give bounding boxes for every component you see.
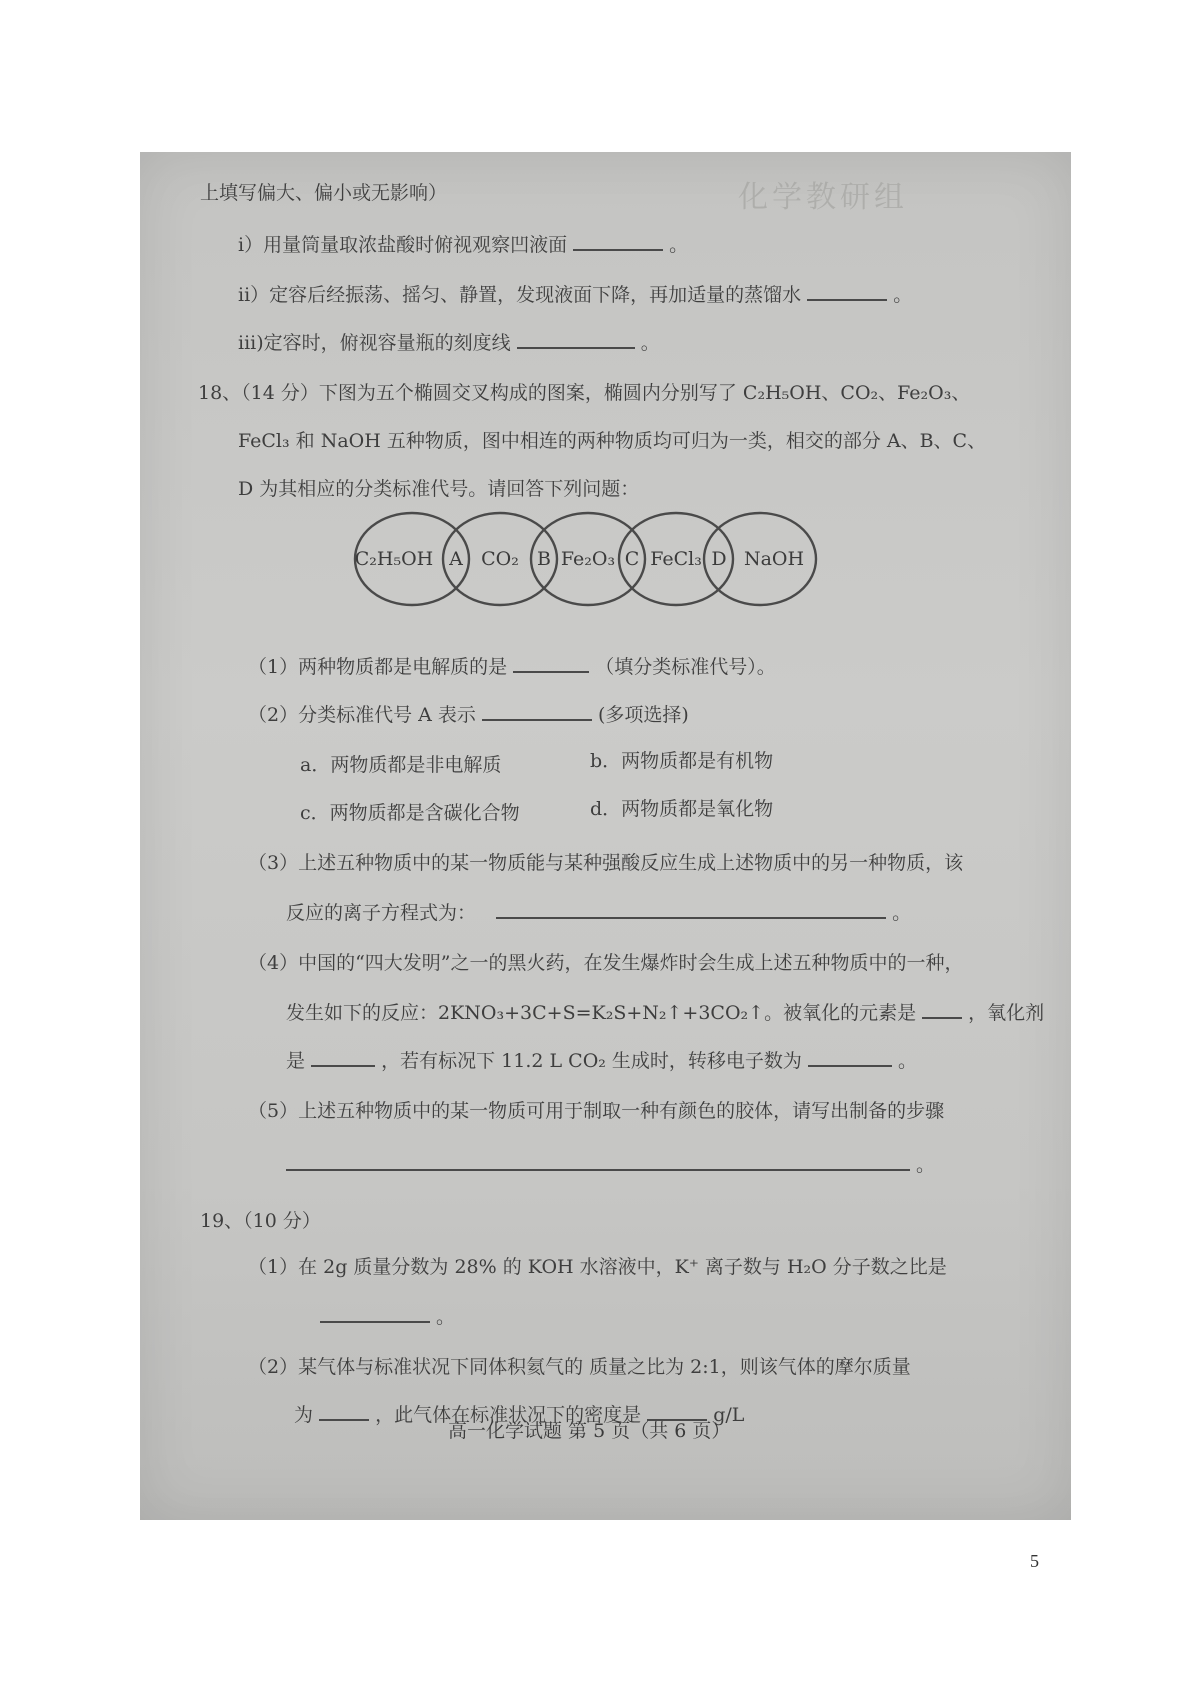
q19-part2-line1: （2）某气体与标准状况下同体积氦气的 质量之比为 2:1，则该气体的摩尔质量 [248, 1356, 911, 1378]
q18-part5-line1: （5）上述五种物质中的某一物质可用于制取一种有颜色的胶体，请写出制备的步骤 [248, 1100, 945, 1122]
overlap-label-c: C [624, 548, 640, 570]
q17-item-iii-text: iii)定容时，俯视容量瓶的刻度线 [238, 332, 511, 354]
answer-blank[interactable] [807, 281, 887, 301]
option-c: c．两物质都是含碳化合物 [300, 802, 520, 824]
q18-part4-oxidant-text: ，氧化剂 [968, 1002, 1045, 1024]
q19-part2-density-text: ，此气体在标准状况下的密度是 [375, 1404, 642, 1426]
q18-part4-equation: 发生如下的反应：2KNO₃+3C+S=K₂S+N₂↑+3CO₂↑。被氧化的元素是 [286, 1002, 917, 1024]
option-b: b．两物质都是有机物 [590, 750, 774, 772]
exam-footer: 高一化学试题 第 5 页（共 6 页） [448, 1420, 731, 1442]
q18-part1-note: （填分类标准代号）。 [595, 656, 776, 678]
q17-item-ii [238, 280, 912, 307]
q19-part1-answer [320, 1302, 455, 1329]
answer-blank[interactable] [319, 1401, 369, 1421]
q18-part4-electron-text: ，若有标况下 11.2 L CO₂ 生成时，转移电子数为 [381, 1050, 802, 1072]
q18-stem-line2: FeCl₃ 和 NaOH 五种物质，图中相连的两种物质均可归为一类，相交的部分 A、B、C、 [238, 430, 987, 452]
page-number: 5 [1030, 1551, 1039, 1571]
q18-part2 [248, 700, 689, 727]
q17-item-iii [238, 328, 660, 355]
q17-item-i [238, 230, 688, 257]
q17-item-i-text: i）用量筒量取浓盐酸时俯视观察凹液面 [238, 234, 568, 256]
substance-naoh: NaOH [743, 548, 805, 570]
answer-blank[interactable] [808, 1047, 892, 1067]
overlap-label-d: D [711, 548, 727, 570]
overlap-label-b: B [537, 548, 551, 570]
punctuation: 。 [892, 902, 912, 924]
q18-part4-line2 [286, 998, 1044, 1025]
substance-fecl3: FeCl₃ [650, 548, 702, 570]
answer-blank[interactable] [922, 999, 962, 1019]
q18-part4-is: 是 [286, 1050, 306, 1072]
q18-stem-line3: D 为其相应的分类标准代号。请回答下列问题： [238, 478, 640, 500]
q18-part2-text: （2）分类标准代号 A 表示 [248, 704, 476, 726]
q18-part2-note: (多项选择) [597, 704, 689, 726]
answer-blank[interactable] [482, 701, 592, 721]
photographed-exam-page [140, 152, 1071, 1520]
punctuation: 。 [436, 1306, 456, 1328]
q18-part3-text: 反应的离子方程式为： [286, 902, 477, 924]
density-unit: g/L [713, 1404, 745, 1426]
option-d: d．两物质都是氧化物 [590, 798, 774, 820]
punctuation: 。 [898, 1050, 918, 1072]
q18-part3-line1: （3）上述五种物质中的某一物质能与某种强酸反应生成上述物质中的另一种物质，该 [248, 852, 964, 874]
q19-part1: （1）在 2g 质量分数为 28% 的 KOH 水溶液中，K⁺ 离子数与 H₂O 分子数之比是 [248, 1256, 947, 1278]
option-a: a．两物质都是非电解质 [300, 754, 502, 776]
answer-blank[interactable] [573, 231, 663, 251]
q17-intro: 上填写偏大、偏小或无影响） [200, 182, 448, 204]
answer-blank[interactable] [311, 1047, 375, 1067]
substance-co2: CO₂ [481, 548, 519, 570]
punctuation: 。 [640, 332, 660, 354]
answer-blank[interactable] [496, 899, 886, 919]
answer-blank[interactable] [517, 329, 635, 349]
overlapping-ellipses-diagram [350, 504, 820, 614]
punctuation: 。 [893, 284, 913, 306]
q18-part5-answer-line [286, 1150, 935, 1177]
overlap-label-a: A [449, 548, 463, 570]
q19-part2-for: 为 [294, 1404, 314, 1426]
q18-part4-line1: （4）中国的“四大发明”之一的黑火药，在发生爆炸时会生成上述五种物质中的一种， [248, 952, 964, 974]
q18-part1 [248, 652, 776, 679]
answer-blank[interactable] [286, 1151, 910, 1171]
substance-fe2o3: Fe₂O₃ [560, 548, 616, 570]
q18-part3-line2 [286, 898, 911, 925]
q17-item-ii-text: ii）定容后经振荡、摇匀、静置，发现液面下降，再加适量的蒸馏水 [238, 284, 802, 306]
q18-part1-text: （1）两种物质都是电解质的是 [248, 656, 508, 678]
punctuation: 。 [916, 1154, 936, 1176]
watermark-stamp: 化学教研组 [738, 180, 908, 215]
answer-blank[interactable] [320, 1303, 430, 1323]
substance-c2h5oh: C₂H₅OH [354, 548, 434, 570]
q19-heading: 19、（10 分） [200, 1210, 321, 1232]
q18-part4-line3 [286, 1046, 917, 1073]
punctuation: 。 [669, 234, 689, 256]
q18-stem-line1: 18、（14 分）下图为五个椭圆交叉构成的图案，椭圆内分别写了 C₂H₅OH、CO₂、Fe₂O₃、 [198, 382, 971, 404]
answer-blank[interactable] [513, 653, 589, 673]
